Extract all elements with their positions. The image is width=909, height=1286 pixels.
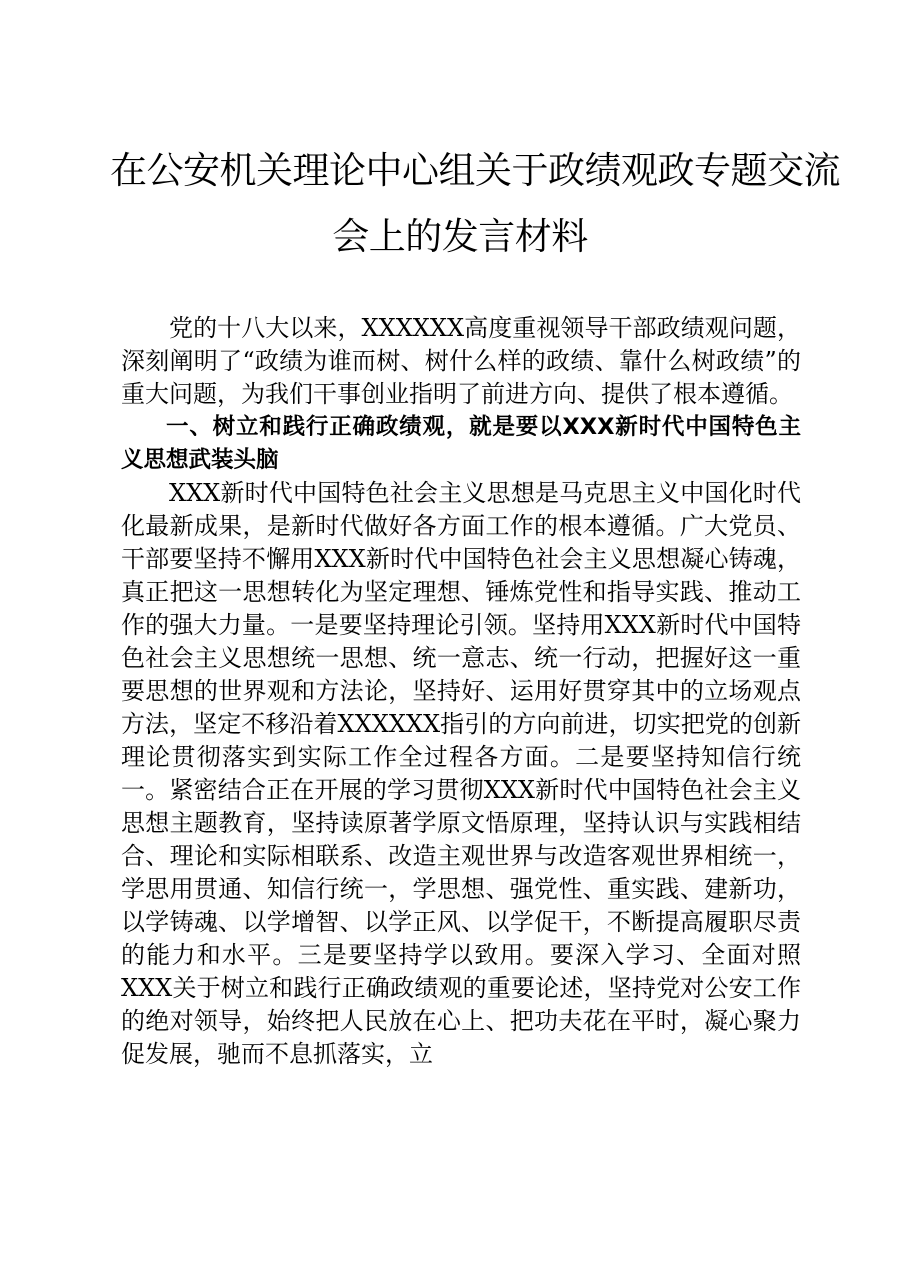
document-title xyxy=(110,138,840,270)
section-heading-1: 一、树立和践行正确政绩观，就是要以XXX新时代中国特色主义思想武装头脑 xyxy=(121,414,801,473)
intro-paragraph: 党的十八大以来，XXXXXX高度重视领导干部政绩观问题，深刻阐明了“政绩为谁而树、树什么样的政绩、靠什么树政绩”的重大问题，为我们干事创业指明了前进方向、提供了根本遵循。 xyxy=(121,314,801,408)
section-1-paragraph: XXX新时代中国特色社会主义思想是马克思主义中国化时代化最新成果，是新时代做好各方面工作的根本遵循。广大党员、干部要坚持不懈用XXX新时代中国特色社会主义思想凝心铸魂，真正把这一思想转化为坚定理想、锤炼党性和指导实践、推动工作的强大力量。一是要坚持理论引领。坚持用XXX新时代中国特色社会主义思想统一思想、统一意志、统一行动，把握好这一重要思想的世界观和方法论，坚持好、运用好贯穿其中的立场观点方法，坚定不移沿着XXXXXX指引的方向前进，切实把党的创新理论贯彻落实到实际工作全过程各方面。二是要坚持知信行统一。紧密结合正在开展的学习贯彻XXX新时代中国特色社会主义思想主题教育，坚持读原著学原文悟原理，坚持认识与实践相结合、理论和实际相联系、改造主观世界与改造客观世界相统一，学思用贯通、知信行统一，学思想、强党性、重实践、建新功，以学铸魂、以学增智、以学正风、以学促干，不断提高履职尽责的能力和水平。三是要坚持学以致用。要深入学习、全面对照XXX关于树立和践行正确政绩观的重要论述，坚持党对公安工作的绝对领导，始终把人民放在心上、把功夫花在平时，凝心聚力促发展，驰而不息抓落实，立 xyxy=(121,479,801,1068)
title-line-2: 会上的发言材料 xyxy=(332,215,588,258)
document-body xyxy=(121,312,801,1071)
title-line-1: 在公安机关理论中心组关于政绩观政专题交流 xyxy=(110,149,840,192)
